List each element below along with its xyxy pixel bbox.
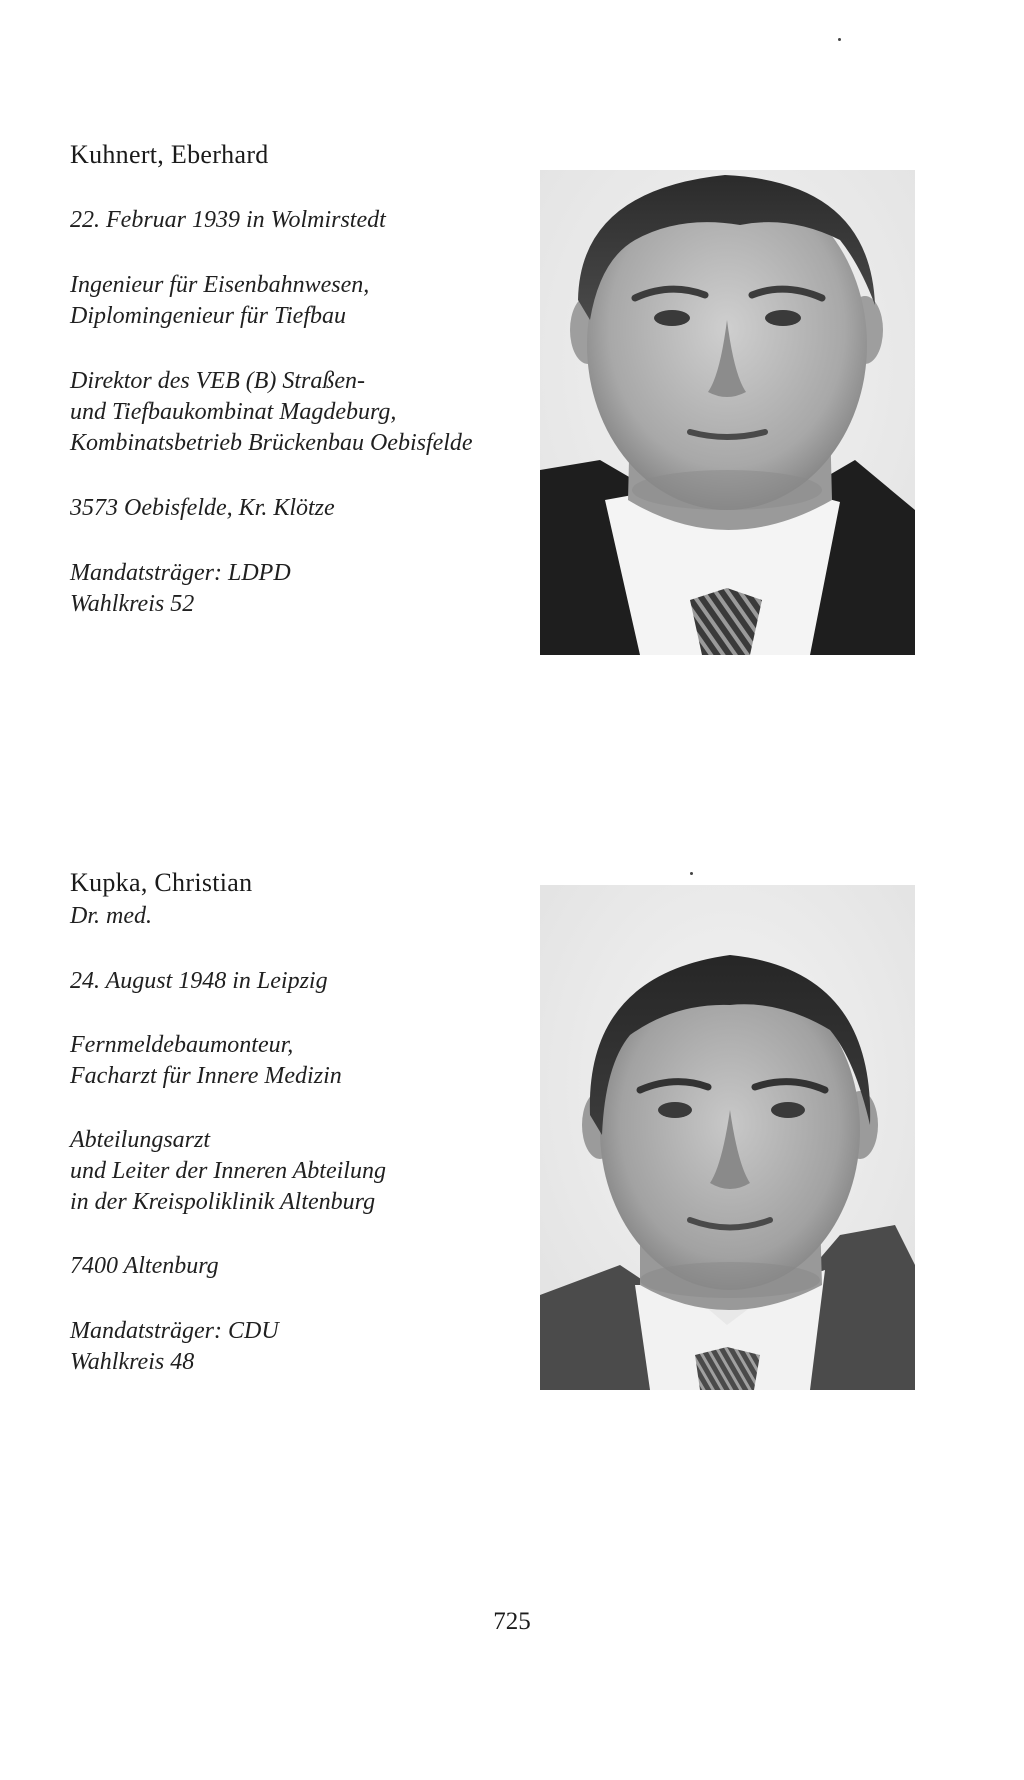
position-line: in der Kreispoliklinik Altenburg [70,1189,376,1215]
birth-line: 24. August 1948 in Leipzig [70,968,328,994]
address-line: 3573 Oebisfelde, Kr. Klötze [70,495,335,521]
print-speck [838,38,841,41]
entry-kupka [0,860,1024,1420]
position-line: und Tiefbaukombinat Magdeburg, [70,399,397,425]
entry-name: Kuhnert, Eberhard [70,140,269,169]
mandate-line: Mandatsträger: CDU [70,1318,279,1344]
portrait-photo [540,170,915,655]
position-line: Direktor des VEB (B) Straßen- [70,368,366,394]
entry-name: Kupka, Christian [70,868,253,897]
profession-line: Fernmeldebaumonteur, [70,1032,294,1058]
address-line: 7400 Altenburg [70,1253,219,1279]
entry-kuhnert [0,0,1024,700]
profession-line: Ingenieur für Eisenbahnwesen, [70,272,370,298]
position-line: und Leiter der Inneren Abteilung [70,1158,386,1184]
profession-line: Facharzt für Innere Medizin [70,1063,342,1089]
profession-line: Diplomingenieur für Tiefbau [70,303,346,329]
position-line: Abteilungsarzt [70,1127,211,1153]
birth-line: 22. Februar 1939 in Wolmirstedt [70,207,386,233]
constituency-line: Wahlkreis 52 [70,591,195,617]
constituency-line: Wahlkreis 48 [70,1349,195,1375]
title-line: Dr. med. [70,903,152,929]
position-line: Kombinatsbetrieb Brückenbau Oebisfelde [70,430,473,456]
print-speck [690,872,693,875]
mandate-line: Mandatsträger: LDPD [70,560,291,586]
page-number: 725 [493,1608,531,1635]
portrait-photo [540,885,915,1390]
